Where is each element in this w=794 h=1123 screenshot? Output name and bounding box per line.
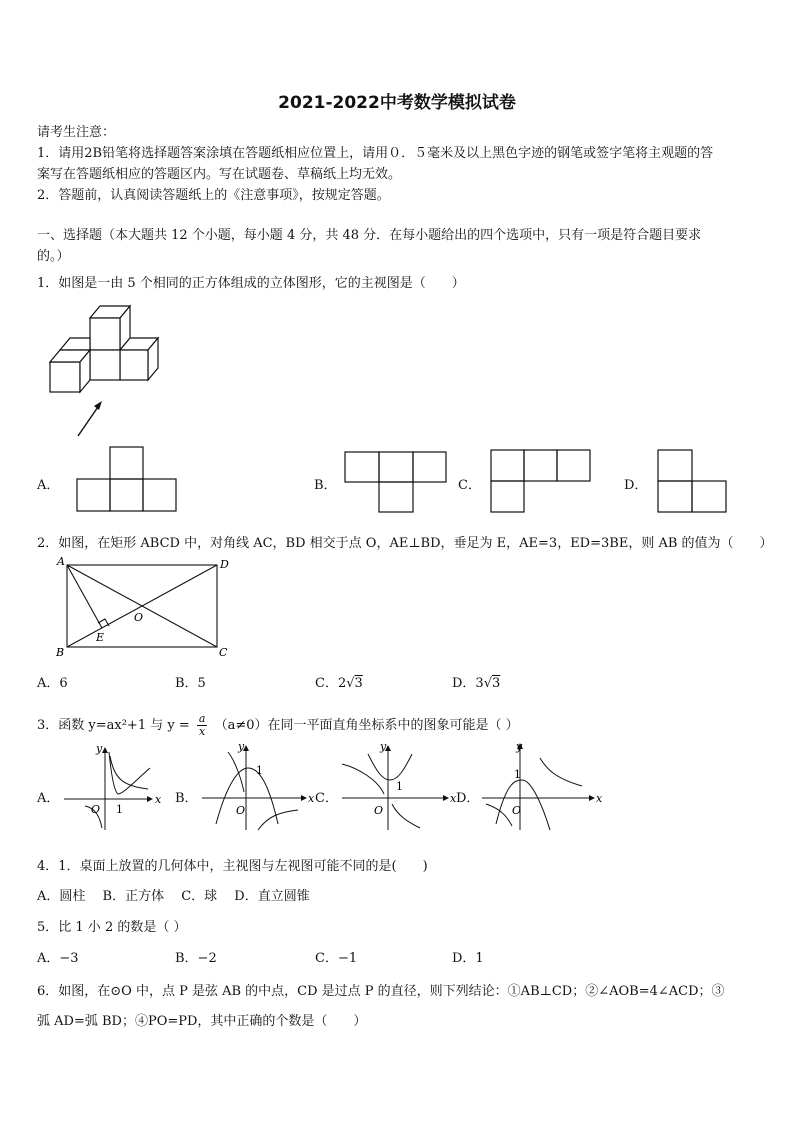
axis-y-label: y	[380, 740, 387, 753]
q3-graph-b	[198, 740, 316, 834]
axis-x-label: x	[155, 793, 162, 806]
q2-label-c: C	[219, 646, 228, 659]
q1-stem: 1．如图是一由 5 个相同的正方体组成的立体图形，它的主视图是（ ）	[37, 276, 465, 291]
q3-graph-a	[60, 742, 170, 834]
q4-stem: 4．1．桌面上放置的几何体中，主视图与左视图可能不同的是( )	[37, 859, 428, 874]
section-heading-cont: 的。）	[37, 249, 70, 264]
q3-fraction	[197, 713, 208, 738]
axis-x-label: x	[308, 792, 315, 805]
sqrt-icon: √	[346, 676, 355, 691]
q4-options[interactable]: A．圆柱 B．正方体 C．球 D．直立圆锥	[37, 889, 310, 904]
q2-option-c[interactable]	[315, 672, 363, 691]
axis-origin-label: O	[512, 804, 522, 817]
q1-option-a[interactable]: A．	[37, 478, 60, 493]
axis-origin-label: O	[374, 804, 384, 817]
axis-y-label: y	[238, 740, 245, 753]
q2-option-c-radicand: 3	[354, 676, 363, 691]
axis-y-label: y	[96, 742, 103, 755]
q5-option-b[interactable]: B．−2	[175, 951, 217, 966]
q6-stem: 6．如图，在⊙O 中，点 P 是弦 AB 的中点，CD 是过点 P 的直径，则下列结论：①AB⊥CD；②∠AOB=4∠ACD；③	[37, 984, 725, 999]
q2-label-d: D	[220, 558, 229, 571]
q2-option-d-label: D．3	[452, 676, 484, 691]
q3-graph-c	[338, 740, 456, 834]
q3-option-b[interactable]: B．	[175, 791, 198, 806]
q1-option-c[interactable]: C．	[458, 478, 481, 493]
notice-item-1-cont: 案写在答题纸相应的答题区内。写在试题卷、草稿纸上均无效。	[37, 167, 402, 182]
axis-one-label: 1	[396, 780, 403, 793]
q2-label-e: E	[96, 631, 105, 644]
axis-one-label: 1	[256, 764, 263, 777]
q3-stem	[37, 713, 519, 738]
q3-stem-pre: 3．函数 y=ax²+1 与 y =	[37, 718, 190, 733]
notice-heading: 请考生注意：	[37, 125, 116, 140]
q5-option-a[interactable]: A．−3	[37, 951, 79, 966]
q2-option-d[interactable]	[452, 672, 500, 691]
q2-option-a[interactable]: A．6	[37, 676, 68, 691]
q1-option-b[interactable]: B．	[314, 478, 337, 493]
q2-label-b: B	[56, 646, 65, 659]
q1-cube-figure	[40, 298, 170, 443]
q2-option-d-radicand: 3	[492, 676, 501, 691]
q3-graph-d	[478, 738, 606, 834]
q1-option-a-view	[77, 446, 179, 512]
q1-option-c-view	[490, 449, 592, 513]
axis-x-label: x	[450, 792, 457, 805]
q5-option-c[interactable]: C．−1	[315, 951, 358, 966]
q2-rectangle-figure	[55, 557, 235, 657]
sqrt-icon: √	[483, 676, 492, 691]
axis-origin-label: O	[91, 803, 101, 816]
q1-option-b-view	[344, 451, 448, 513]
q2-option-c-label: C．2	[315, 676, 347, 691]
axis-origin-label: O	[236, 804, 246, 817]
q3-option-a[interactable]: A．	[37, 791, 60, 806]
q2-label-a: A	[57, 555, 65, 568]
page-title: 2021-2022中考数学模拟试卷	[278, 93, 516, 113]
q2-stem: 2．如图，在矩形 ABCD 中，对角线 AC，BD 相交于点 O，AE⊥BD，垂足为 E，AE=3，ED=3BE，则 AB 的值为（ ）	[37, 536, 773, 551]
q1-option-d-view	[657, 449, 729, 513]
q3-fraction-den: x	[199, 725, 206, 738]
q3-option-c[interactable]: C．	[315, 791, 338, 806]
q2-option-b[interactable]: B．5	[175, 676, 206, 691]
axis-one-label: 1	[514, 768, 521, 781]
q3-fraction-num: a	[198, 712, 206, 725]
axis-y-label: y	[516, 740, 523, 753]
notice-item-1: 1．请用2B铅笔将选择题答案涂填在答题纸相应位置上，请用０．５毫米及以上黑色字迹的钢笔或签字笔将主观题的答	[37, 146, 714, 161]
q3-option-d[interactable]: D．	[456, 791, 480, 806]
q5-stem: 5．比 1 小 2 的数是（ ）	[37, 920, 187, 935]
q5-option-d[interactable]: D．1	[452, 951, 484, 966]
q2-label-o: O	[134, 611, 144, 624]
q1-option-d[interactable]: D．	[624, 478, 648, 493]
section-heading: 一、选择题（本大题共 12 个小题，每小题 4 分，共 48 分．在每小题给出的四个选项中，只有一项是符合题目要求	[37, 228, 702, 243]
axis-x-label: x	[596, 792, 603, 805]
q6-stem-cont: 弧 AD=弧 BD；④PO=PD，其中正确的个数是（ ）	[37, 1014, 367, 1029]
q3-stem-post: （a≠0）在同一平面直角坐标系中的图象可能是（ ）	[214, 718, 519, 733]
axis-one-label: 1	[116, 803, 123, 816]
notice-item-2: 2．答题前，认真阅读答题纸上的《注意事项》，按规定答题。	[37, 188, 390, 203]
